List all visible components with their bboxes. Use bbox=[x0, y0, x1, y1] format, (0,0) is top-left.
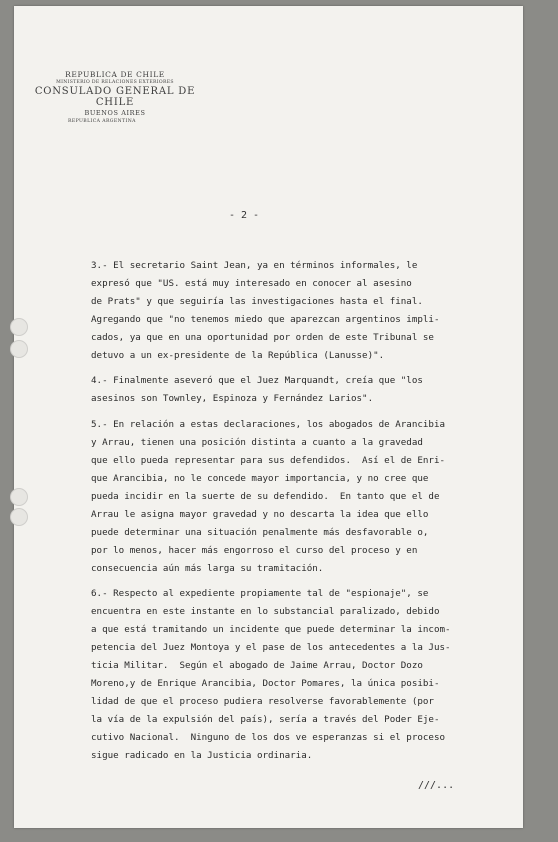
paragraph-line: puede determinar una situación penalmente más desfavorable o, bbox=[91, 526, 429, 538]
paragraph-line: petencia del Juez Montoya y el pase de los antecedentes a la Jus- bbox=[91, 642, 451, 654]
paragraph-line: detuvo a un ex-presidente de la República (Lanusse)". bbox=[91, 349, 385, 361]
paragraph-line: a que está tramitando un incidente que puede determinar la incom- bbox=[91, 624, 451, 636]
paragraph-gap bbox=[91, 577, 493, 585]
paragraph-line: lidad de que el proceso pudiera resolverse favorablemente (por bbox=[91, 695, 434, 707]
paragraph-line: cados, ya que en una oportunidad por orden de este Tribunal se bbox=[91, 331, 434, 343]
punch-hole bbox=[10, 488, 28, 506]
paragraph-line: sigue radicado en la Justicia ordinaria. bbox=[91, 749, 313, 761]
continuation-mark: ///... bbox=[418, 780, 455, 791]
paragraph bbox=[91, 257, 493, 364]
letterhead bbox=[20, 70, 210, 124]
paragraph-line: 6.- Respecto al expediente propiamente tal de "espionaje", se bbox=[91, 588, 429, 600]
paragraph-line: pueda incidir en la suerte de su defendido. En tanto que el de bbox=[91, 490, 440, 502]
paragraph-line: asesinos son Townley, Espinoza y Fernández Larios". bbox=[91, 393, 374, 405]
paragraph-line: 3.- El secretario Saint Jean, ya en términos informales, le bbox=[91, 260, 418, 271]
letterhead-country-sub: REPUBLICA ARGENTINA bbox=[68, 119, 136, 124]
paragraph-line: Arrau le asigna mayor gravedad y no descarta la idea que ello bbox=[91, 508, 429, 520]
paragraph-line: encuentra en este instante en lo substancial paralizado, debido bbox=[91, 606, 440, 618]
paragraph-line: por lo menos, hacer más engorroso el curso del proceso y en bbox=[91, 544, 418, 556]
paragraph-line: la vía de la expulsión del país), sería a través del Poder Eje- bbox=[91, 713, 440, 725]
paragraph-line: que Arancibia, no le concede mayor importancia, y no cree que bbox=[91, 472, 429, 484]
paragraph-gap bbox=[91, 364, 493, 372]
paragraph-line: ticia Militar. Según el abogado de Jaime Arrau, Doctor Dozo bbox=[91, 660, 423, 672]
paragraph-line: Agregando que "no tenemos miedo que aparezcan argentinos impli- bbox=[91, 313, 440, 325]
document-body bbox=[91, 257, 493, 764]
letterhead-country: REPUBLICA DE CHILE bbox=[65, 70, 165, 79]
paragraph bbox=[91, 585, 493, 764]
letterhead-ministry: MINISTERIO DE RELACIONES EXTERIORES bbox=[56, 80, 174, 85]
punch-hole bbox=[10, 508, 28, 526]
letterhead-consulate: CONSULADO GENERAL DE CHILE bbox=[34, 86, 196, 108]
paragraph-line: expresó que "US. está muy interesado en conocer al asesino bbox=[91, 277, 412, 289]
paragraph-line: 4.- Finalmente aseveró que el Juez Marquandt, creía que "los bbox=[91, 375, 423, 387]
paragraph bbox=[91, 416, 493, 577]
paragraph bbox=[91, 372, 493, 408]
punch-hole bbox=[10, 340, 28, 358]
paragraph-line: Moreno,y de Enrique Arancibia, Doctor Pomares, la única posibi- bbox=[91, 677, 440, 689]
paragraph-line: consecuencia aún más larga su tramitación. bbox=[91, 562, 324, 574]
paragraph-line: de Prats" y que seguiría las investigaciones hasta el final. bbox=[91, 295, 423, 307]
paragraph-line: 5.- En relación a estas declaraciones, los abogados de Arancibia bbox=[91, 419, 446, 431]
page-number: - 2 - bbox=[228, 210, 260, 221]
paragraph-line: que ello pueda representar para sus defendidos. Así el de Enri- bbox=[91, 455, 446, 467]
paragraph-line: y Arrau, tienen una posición distinta a cuanto a la gravedad bbox=[91, 437, 423, 449]
paragraph-line: cutivo Nacional. Ninguno de los dos ve esperanzas si el proceso bbox=[91, 731, 446, 743]
punch-hole bbox=[10, 318, 28, 336]
letterhead-city: BUENOS AIRES bbox=[84, 109, 146, 117]
paragraph-gap bbox=[91, 408, 493, 416]
